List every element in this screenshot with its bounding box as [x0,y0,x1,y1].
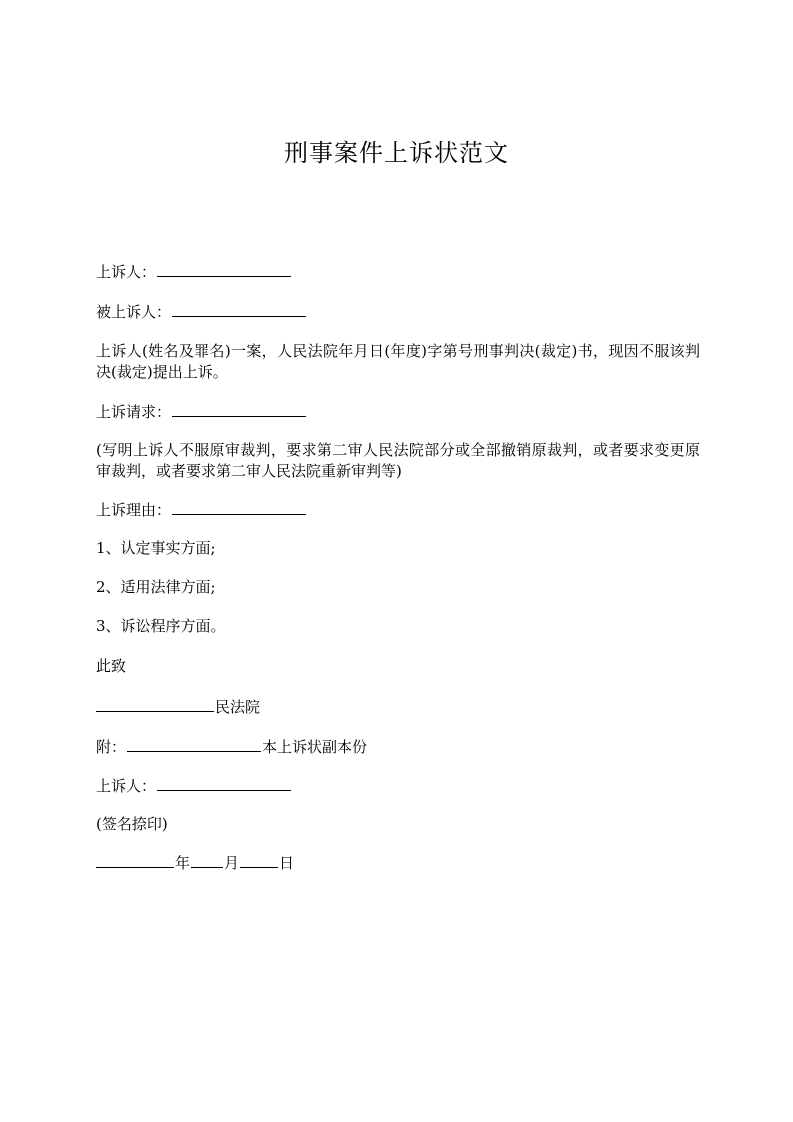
court-suffix: 民法院 [215,698,261,716]
date-month-blank[interactable] [191,852,223,868]
date-month-label: 月 [224,854,240,872]
attachment-blank[interactable] [127,736,261,752]
reason-label: 上诉理由： [96,501,172,519]
request-label: 上诉请求： [96,403,172,421]
closing-text: 此致 [96,657,127,675]
signer-label: 上诉人： [96,777,157,795]
date-day-label: 日 [279,854,295,872]
date-line [96,852,700,874]
request-line [96,401,700,423]
appellee-line [96,301,700,323]
appellee-blank[interactable] [172,301,306,317]
request-blank[interactable] [172,401,306,417]
attachment-suffix: 本上诉状副本份 [262,738,368,756]
date-day-blank[interactable] [240,852,278,868]
reason-item-procedure: 3、诉讼程序方面。 [96,617,226,635]
reason-item-facts: 1、认定事实方面; [96,539,216,557]
attachment-label: 附： [96,738,127,756]
signature-note: (签名捺印) [96,815,168,833]
reason-item-law: 2、适用法律方面; [96,578,216,596]
date-year-label: 年 [175,854,191,872]
date-year-blank[interactable] [96,852,174,868]
reason-line [96,499,700,521]
appellant-label: 上诉人： [96,263,157,281]
appellee-label: 被上诉人： [96,303,172,321]
court-blank[interactable] [96,696,214,712]
signer-line [96,775,700,797]
case-paragraph: 上诉人(姓名及罪名)一案，人民法院年月日(年度)字第号刑事判决(裁定)书，现因不服该判决(裁定)提出上诉。 [96,342,700,381]
attachment-line [96,736,700,758]
signer-blank[interactable] [157,775,291,791]
appellant-blank[interactable] [157,261,291,277]
request-note: (写明上诉人不服原审裁判，要求第二审人民法院部分或全部撤销原裁判，或者要求变更原审裁判，或者要求第二审人民法院重新审判等) [96,441,700,480]
appellant-line [96,261,700,283]
court-line [96,696,700,718]
reason-blank[interactable] [172,499,306,515]
document-title: 刑事案件上诉状范文 [284,139,509,167]
